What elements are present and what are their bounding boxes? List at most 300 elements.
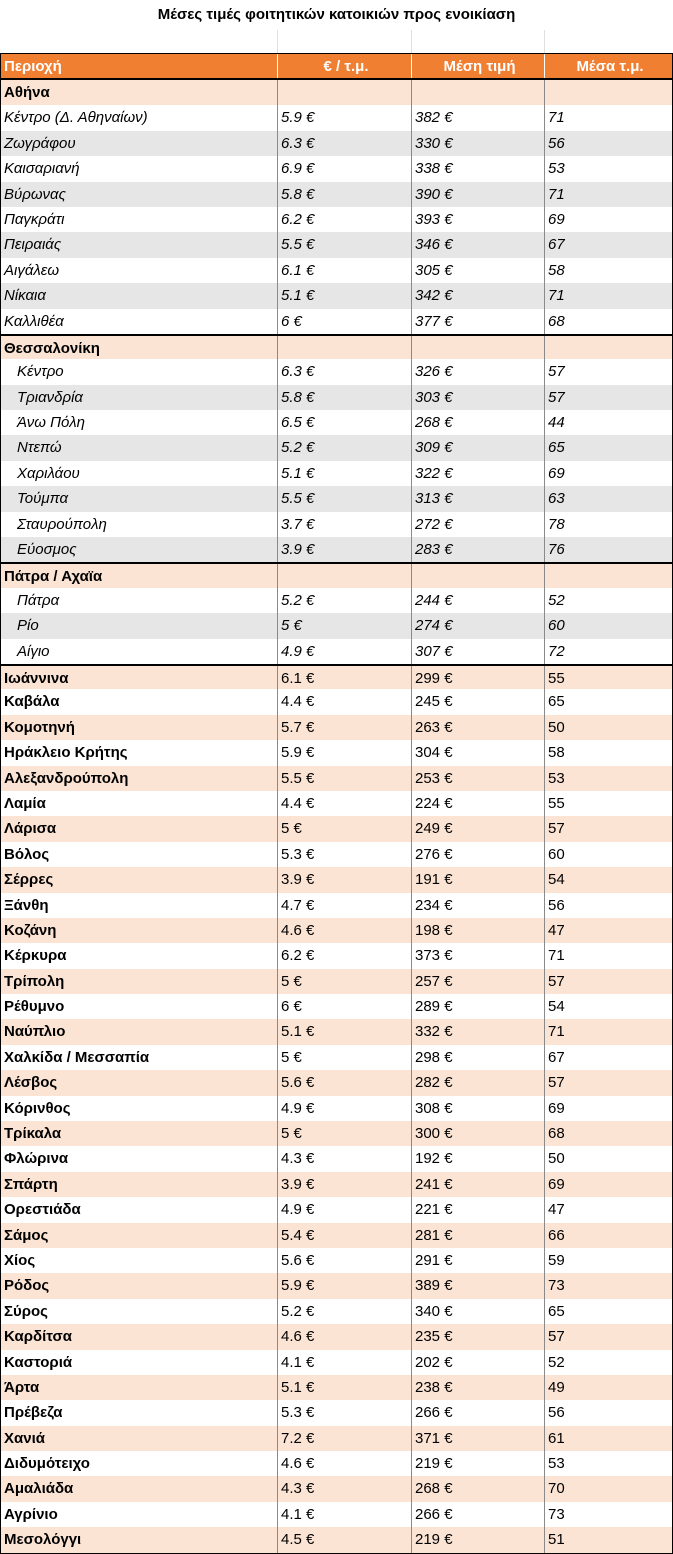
cell-price-per-sqm: 6 € (278, 309, 412, 334)
group-header-row (1, 562, 672, 587)
cell-average-price: 272 € (412, 512, 545, 537)
cell-price-per-sqm: 6.3 € (278, 131, 412, 156)
cell-price-per-sqm: 5.9 € (278, 1273, 412, 1298)
cell-average-sqm: 57 (548, 1074, 565, 1092)
table-row (1, 435, 672, 460)
cell-price-per-sqm: 5.8 € (278, 385, 412, 410)
cell-average-price: 338 € (412, 156, 545, 181)
table-row (1, 1197, 672, 1222)
cell-price-per-sqm: 6.9 € (278, 156, 412, 181)
cell-average-price: 300 € (412, 1121, 545, 1146)
cell-average-sqm: 56 (548, 896, 565, 914)
table-row (1, 283, 672, 308)
cell-area: Χίος (1, 1248, 278, 1273)
table-row (1, 1476, 672, 1501)
cell-average-price: 276 € (412, 842, 545, 867)
cell-average-price: 307 € (412, 639, 545, 664)
cell-area: Σάμος (1, 1223, 278, 1248)
cell-area: Πρέβεζα (1, 1400, 278, 1425)
cell-area: Βύρωνας (1, 182, 278, 207)
cell-average-sqm: 58 (548, 744, 565, 762)
cell-area: Κέντρο (Δ. Αθηναίων) (1, 105, 278, 130)
cell-area: Αγρίνιο (1, 1502, 278, 1527)
table-row (1, 613, 672, 638)
cell-average-sqm: 71 (548, 185, 565, 203)
table-row (1, 1121, 672, 1146)
table-row (1, 1019, 672, 1044)
cell-average-price: 299 € (412, 666, 545, 689)
table-row (1, 918, 672, 943)
cell-average-sqm: 63 (548, 490, 565, 508)
cell-area: Σύρος (1, 1299, 278, 1324)
cell-price-per-sqm: 3.9 € (278, 537, 412, 562)
cell-price-per-sqm: 4.1 € (278, 1350, 412, 1375)
cell-average-sqm: 68 (548, 1125, 565, 1143)
cell-price-per-sqm: 3.9 € (278, 1172, 412, 1197)
cell-average-price: 389 € (412, 1273, 545, 1298)
cell-area: Σταυρούπολη (1, 512, 278, 537)
cell-price-per-sqm: 5.9 € (278, 105, 412, 130)
cell-average-price: 266 € (412, 1502, 545, 1527)
cell-average-sqm: 71 (548, 109, 565, 127)
cell-average-sqm: 69 (548, 464, 565, 482)
table-row (1, 791, 672, 816)
cell-price-per-sqm: 5.6 € (278, 1070, 412, 1095)
cell-area: Σπάρτη (1, 1172, 278, 1197)
table-row (1, 1248, 672, 1273)
cell-price-per-sqm: 5.1 € (278, 1375, 412, 1400)
table-row (1, 385, 672, 410)
cell-price-per-sqm (278, 336, 412, 359)
cell-price-per-sqm: 5.3 € (278, 1400, 412, 1425)
cell-price-per-sqm: 5.2 € (278, 1299, 412, 1324)
table-row (1, 258, 672, 283)
cell-average-price (412, 564, 545, 587)
table-row (1, 639, 672, 664)
cell-area: Χαλκίδα / Μεσσαπία (1, 1045, 278, 1070)
table-row (1, 842, 672, 867)
cell-average-sqm: 71 (548, 287, 565, 305)
cell-average-price: 235 € (412, 1324, 545, 1349)
cell-area: Τριανδρία (1, 385, 278, 410)
cell-average-price: 245 € (412, 689, 545, 714)
cell-average-price: 291 € (412, 1248, 545, 1273)
cell-area: Παγκράτι (1, 207, 278, 232)
cell-average-sqm: 53 (548, 1455, 565, 1473)
cell-price-per-sqm: 5.5 € (278, 486, 412, 511)
cell-price-per-sqm: 6.1 € (278, 666, 412, 689)
table-row (1, 1146, 672, 1171)
cell-average-price: 322 € (412, 461, 545, 486)
cell-average-sqm: 53 (548, 769, 565, 787)
cell-average-sqm: 54 (548, 871, 565, 889)
table-row (1, 486, 672, 511)
cell-average-price: 234 € (412, 893, 545, 918)
cell-average-price: 219 € (412, 1451, 545, 1476)
table-row (1, 664, 672, 689)
empty-row (0, 30, 673, 53)
cell-price-per-sqm: 3.9 € (278, 867, 412, 892)
empty-cell (0, 30, 277, 53)
cell-price-per-sqm: 7.2 € (278, 1426, 412, 1451)
cell-average-price: 221 € (412, 1197, 545, 1222)
cell-average-sqm: 65 (548, 439, 565, 457)
cell-average-price: 332 € (412, 1019, 545, 1044)
cell-average-price: 330 € (412, 131, 545, 156)
cell-average-price: 313 € (412, 486, 545, 511)
group-header-row (1, 80, 672, 105)
cell-average-sqm: 68 (548, 312, 565, 330)
cell-price-per-sqm: 5.4 € (278, 1223, 412, 1248)
cell-average-price: 268 € (412, 410, 545, 435)
cell-price-per-sqm: 5 € (278, 1121, 412, 1146)
cell-price-per-sqm: 4.5 € (278, 1527, 412, 1552)
cell-average-sqm: 78 (548, 515, 565, 533)
cell-average-sqm: 67 (548, 236, 565, 254)
cell-area: Αθήνα (1, 80, 278, 105)
table-row (1, 1451, 672, 1476)
cell-price-per-sqm: 4.6 € (278, 1451, 412, 1476)
table-row (1, 943, 672, 968)
cell-average-sqm: 57 (548, 972, 565, 990)
cell-price-per-sqm (278, 564, 412, 587)
cell-average-price: 257 € (412, 969, 545, 994)
cell-price-per-sqm: 4.9 € (278, 1096, 412, 1121)
cell-price-per-sqm: 6.2 € (278, 207, 412, 232)
cell-average-price: 268 € (412, 1476, 545, 1501)
cell-area: Άρτα (1, 1375, 278, 1400)
cell-area: Ζωγράφου (1, 131, 278, 156)
cell-average-sqm: 58 (548, 261, 565, 279)
column-header-average-sqm: Μέσα τ.μ. (576, 58, 644, 75)
cell-price-per-sqm: 5 € (278, 969, 412, 994)
cell-price-per-sqm: 5 € (278, 1045, 412, 1070)
cell-area: Καλλιθέα (1, 309, 278, 334)
cell-price-per-sqm: 4.6 € (278, 1324, 412, 1349)
cell-area: Θεσσαλονίκη (1, 336, 278, 359)
cell-price-per-sqm: 5 € (278, 613, 412, 638)
cell-price-per-sqm: 5.7 € (278, 715, 412, 740)
cell-area: Κέρκυρα (1, 943, 278, 968)
cell-average-price: 342 € (412, 283, 545, 308)
cell-average-price: 393 € (412, 207, 545, 232)
cell-area: Ορεστιάδα (1, 1197, 278, 1222)
empty-cell (277, 30, 411, 53)
table-row (1, 1350, 672, 1375)
cell-price-per-sqm: 4.3 € (278, 1146, 412, 1171)
cell-average-price: 263 € (412, 715, 545, 740)
table-row (1, 1527, 672, 1552)
cell-average-price: 253 € (412, 766, 545, 791)
cell-average-sqm: 76 (548, 541, 565, 559)
cell-average-sqm: 55 (548, 669, 565, 687)
cell-area: Χανιά (1, 1426, 278, 1451)
cell-area: Τρίπολη (1, 969, 278, 994)
cell-area: Καστοριά (1, 1350, 278, 1375)
cell-average-price: 219 € (412, 1527, 545, 1552)
cell-area: Ντεπώ (1, 435, 278, 460)
table-row (1, 1426, 672, 1451)
cell-area: Διδυμότειχο (1, 1451, 278, 1476)
cell-average-price: 373 € (412, 943, 545, 968)
cell-average-sqm: 69 (548, 210, 565, 228)
cell-area: Σέρρες (1, 867, 278, 892)
cell-price-per-sqm: 5.1 € (278, 283, 412, 308)
cell-average-sqm: 57 (548, 363, 565, 381)
table-row (1, 131, 672, 156)
cell-average-sqm: 52 (548, 591, 565, 609)
table-row (1, 1400, 672, 1425)
cell-average-price: 308 € (412, 1096, 545, 1121)
table-row (1, 816, 672, 841)
cell-average-price: 198 € (412, 918, 545, 943)
cell-average-price: 303 € (412, 385, 545, 410)
cell-area: Βόλος (1, 842, 278, 867)
cell-price-per-sqm: 5.1 € (278, 1019, 412, 1044)
column-header-area: Περιοχή (1, 54, 278, 78)
table-row (1, 359, 672, 384)
cell-average-price: 192 € (412, 1146, 545, 1171)
table-row (1, 689, 672, 714)
cell-area: Άνω Πόλη (1, 410, 278, 435)
cell-average-sqm: 47 (548, 921, 565, 939)
cell-price-per-sqm: 5 € (278, 816, 412, 841)
cell-average-sqm: 69 (548, 1099, 565, 1117)
table-body (1, 80, 672, 1553)
cell-price-per-sqm: 3.7 € (278, 512, 412, 537)
cell-average-price: 309 € (412, 435, 545, 460)
cell-average-sqm: 61 (548, 1429, 565, 1447)
cell-price-per-sqm: 4.6 € (278, 918, 412, 943)
cell-area: Μεσολόγγι (1, 1527, 278, 1552)
table-row (1, 969, 672, 994)
column-header-price-per-sqm: € / τ.μ. (278, 54, 412, 78)
cell-price-per-sqm: 5.8 € (278, 182, 412, 207)
table-row (1, 232, 672, 257)
cell-average-price (412, 336, 545, 359)
cell-average-price: 377 € (412, 309, 545, 334)
cell-average-price: 289 € (412, 994, 545, 1019)
cell-price-per-sqm: 4.9 € (278, 639, 412, 664)
cell-area: Κοζάνη (1, 918, 278, 943)
cell-price-per-sqm: 6.5 € (278, 410, 412, 435)
table-row (1, 309, 672, 334)
table-row (1, 893, 672, 918)
cell-price-per-sqm: 5.2 € (278, 435, 412, 460)
cell-average-price: 282 € (412, 1070, 545, 1095)
cell-area: Καρδίτσα (1, 1324, 278, 1349)
cell-price-per-sqm: 5.5 € (278, 766, 412, 791)
cell-area: Καβάλα (1, 689, 278, 714)
table-row (1, 537, 672, 562)
cell-price-per-sqm: 6.1 € (278, 258, 412, 283)
cell-average-sqm: 65 (548, 693, 565, 711)
cell-area: Χαριλάου (1, 461, 278, 486)
group-header-row (1, 334, 672, 359)
table-row (1, 105, 672, 130)
cell-area: Αλεξανδρούπολη (1, 766, 278, 791)
cell-average-price: 241 € (412, 1172, 545, 1197)
cell-average-price: 238 € (412, 1375, 545, 1400)
cell-average-sqm: 73 (548, 1505, 565, 1523)
cell-average-sqm: 71 (548, 947, 565, 965)
cell-area: Κομοτηνή (1, 715, 278, 740)
cell-average-price: 326 € (412, 359, 545, 384)
cell-average-sqm: 55 (548, 794, 565, 812)
cell-average-price: 266 € (412, 1400, 545, 1425)
cell-average-price: 249 € (412, 816, 545, 841)
cell-price-per-sqm: 5.5 € (278, 232, 412, 257)
cell-area: Αμαλιάδα (1, 1476, 278, 1501)
table-title: Μέσες τιμές φοιτητικών κατοικιών προς ενοικίαση (157, 6, 516, 23)
table-row (1, 1172, 672, 1197)
cell-area: Αιγάλεω (1, 258, 278, 283)
cell-average-price: 283 € (412, 537, 545, 562)
cell-average-sqm: 71 (548, 1023, 565, 1041)
table-row (1, 1070, 672, 1095)
cell-price-per-sqm: 5.6 € (278, 1248, 412, 1273)
table-row (1, 588, 672, 613)
cell-price-per-sqm: 4.7 € (278, 893, 412, 918)
cell-area: Τούμπα (1, 486, 278, 511)
cell-average-price: 305 € (412, 258, 545, 283)
cell-average-price: 298 € (412, 1045, 545, 1070)
table-row (1, 1324, 672, 1349)
cell-average-price: 346 € (412, 232, 545, 257)
cell-average-sqm: 50 (548, 718, 565, 736)
cell-area: Λέσβος (1, 1070, 278, 1095)
cell-average-sqm: 49 (548, 1378, 565, 1396)
cell-average-sqm: 59 (548, 1251, 565, 1269)
cell-average-sqm (545, 564, 672, 587)
cell-average-price (412, 80, 545, 105)
table-row (1, 461, 672, 486)
cell-area: Καισαριανή (1, 156, 278, 181)
empty-cell (411, 30, 544, 53)
cell-average-sqm (545, 336, 672, 359)
cell-average-sqm: 60 (548, 617, 565, 635)
cell-average-sqm: 47 (548, 1201, 565, 1219)
column-header-average-price: Μέση τιμή (412, 54, 545, 78)
cell-average-price: 191 € (412, 867, 545, 892)
table-row (1, 1223, 672, 1248)
cell-area: Ναύπλιο (1, 1019, 278, 1044)
cell-price-per-sqm: 4.1 € (278, 1502, 412, 1527)
cell-price-per-sqm: 6 € (278, 994, 412, 1019)
cell-average-price: 244 € (412, 588, 545, 613)
cell-average-sqm: 57 (548, 388, 565, 406)
cell-average-sqm: 56 (548, 1404, 565, 1422)
cell-area: Πάτρα (1, 588, 278, 613)
table-row (1, 512, 672, 537)
table-row (1, 1096, 672, 1121)
cell-average-sqm (545, 80, 672, 105)
cell-average-sqm: 53 (548, 160, 565, 178)
cell-average-price: 281 € (412, 1223, 545, 1248)
cell-area: Εύοσμος (1, 537, 278, 562)
table-row (1, 182, 672, 207)
cell-price-per-sqm: 4.4 € (278, 791, 412, 816)
cell-area: Ρέθυμνο (1, 994, 278, 1019)
cell-average-sqm: 66 (548, 1226, 565, 1244)
cell-price-per-sqm: 5.9 € (278, 740, 412, 765)
cell-average-sqm: 54 (548, 998, 565, 1016)
table-row (1, 715, 672, 740)
table-row (1, 1299, 672, 1324)
cell-price-per-sqm: 5.1 € (278, 461, 412, 486)
cell-price-per-sqm: 4.3 € (278, 1476, 412, 1501)
table-row (1, 410, 672, 435)
cell-average-sqm: 56 (548, 134, 565, 152)
data-table (0, 53, 673, 1554)
table-header-row (1, 54, 672, 80)
cell-average-price: 340 € (412, 1299, 545, 1324)
cell-price-per-sqm: 6.2 € (278, 943, 412, 968)
cell-average-price: 371 € (412, 1426, 545, 1451)
cell-average-sqm: 70 (548, 1480, 565, 1498)
cell-area: Τρίκαλα (1, 1121, 278, 1146)
cell-average-sqm: 52 (548, 1353, 565, 1371)
cell-area: Κόρινθος (1, 1096, 278, 1121)
cell-area: Κέντρο (1, 359, 278, 384)
cell-average-price: 224 € (412, 791, 545, 816)
cell-average-sqm: 57 (548, 820, 565, 838)
table-row (1, 766, 672, 791)
table-row (1, 1502, 672, 1527)
cell-average-price: 274 € (412, 613, 545, 638)
cell-price-per-sqm (278, 80, 412, 105)
table-row (1, 994, 672, 1019)
cell-average-sqm: 69 (548, 1175, 565, 1193)
cell-average-price: 304 € (412, 740, 545, 765)
empty-cell (544, 30, 673, 53)
cell-area: Ιωάννινα (1, 666, 278, 689)
cell-average-sqm: 51 (548, 1531, 565, 1549)
cell-price-per-sqm: 6.3 € (278, 359, 412, 384)
table-row (1, 1045, 672, 1070)
table-row (1, 156, 672, 181)
cell-average-sqm: 60 (548, 845, 565, 863)
table-row (1, 867, 672, 892)
cell-area: Λάρισα (1, 816, 278, 841)
cell-average-sqm: 65 (548, 1302, 565, 1320)
table-row (1, 1375, 672, 1400)
cell-average-sqm: 73 (548, 1277, 565, 1295)
cell-average-sqm: 44 (548, 414, 565, 432)
cell-average-price: 202 € (412, 1350, 545, 1375)
cell-average-price: 382 € (412, 105, 545, 130)
cell-price-per-sqm: 5.2 € (278, 588, 412, 613)
cell-area: Πάτρα / Αχαϊα (1, 564, 278, 587)
cell-average-sqm: 72 (548, 642, 565, 660)
cell-area: Νίκαια (1, 283, 278, 308)
cell-average-sqm: 67 (548, 1048, 565, 1066)
cell-price-per-sqm: 4.4 € (278, 689, 412, 714)
table-row (1, 207, 672, 232)
cell-area: Λαμία (1, 791, 278, 816)
cell-area: Ρίο (1, 613, 278, 638)
cell-area: Ρόδος (1, 1273, 278, 1298)
cell-price-per-sqm: 4.9 € (278, 1197, 412, 1222)
table-row (1, 1273, 672, 1298)
table-row (1, 740, 672, 765)
cell-area: Φλώρινα (1, 1146, 278, 1171)
cell-price-per-sqm: 5.3 € (278, 842, 412, 867)
cell-area: Αίγιο (1, 639, 278, 664)
cell-average-sqm: 57 (548, 1328, 565, 1346)
cell-area: Ξάνθη (1, 893, 278, 918)
cell-average-sqm: 50 (548, 1150, 565, 1168)
